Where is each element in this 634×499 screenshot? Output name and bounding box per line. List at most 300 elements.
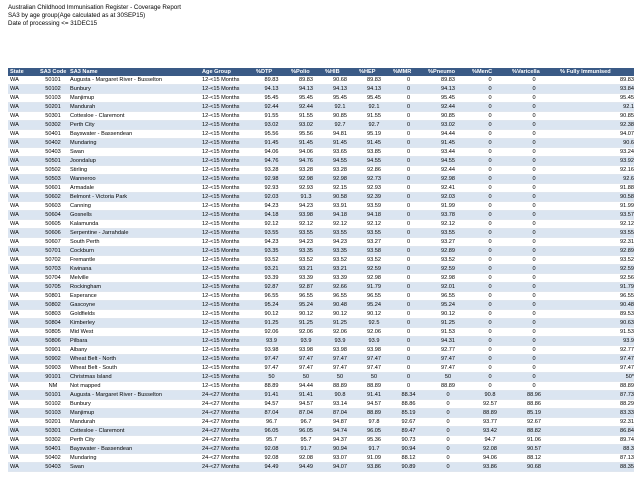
table-cell: 0 — [510, 319, 558, 328]
table-cell: 0 — [391, 238, 426, 247]
table-cell: 12-<15 Months — [200, 112, 254, 121]
table-cell: 91.25 — [254, 319, 289, 328]
table-cell: Manjimup — [68, 94, 200, 103]
table-cell: WA — [8, 301, 38, 310]
table-cell: 24-<27 Months — [200, 400, 254, 409]
table-row — [8, 76, 634, 85]
table-cell: 94.76 — [289, 157, 323, 166]
table-cell: 83.33 — [558, 409, 634, 418]
table-cell: 12-<15 Months — [200, 148, 254, 157]
table-cell: 92.59 — [357, 265, 391, 274]
table-cell: 0 — [470, 319, 510, 328]
table-cell: 50602 — [38, 193, 68, 202]
table-cell: 97.47 — [426, 364, 470, 373]
table-cell: 90.58 — [558, 193, 634, 202]
table-cell: 95.24 — [357, 301, 391, 310]
table-cell: 93.78 — [426, 211, 470, 220]
table-cell: 0 — [510, 148, 558, 157]
table-row — [8, 445, 634, 454]
table-cell: 97.47 — [357, 355, 391, 364]
table-cell: WA — [8, 211, 38, 220]
table-cell: WA — [8, 184, 38, 193]
table-row — [8, 283, 634, 292]
table-row — [8, 364, 634, 373]
table-cell: 93.9 — [357, 337, 391, 346]
table-cell: 91.99 — [426, 202, 470, 211]
table-cell: 93.55 — [254, 229, 289, 238]
table-cell: 0 — [391, 121, 426, 130]
table-cell: Mandurah — [68, 103, 200, 112]
table-cell: 96.55 — [289, 292, 323, 301]
table-cell: 92.89 — [426, 247, 470, 256]
table-cell: 91.45 — [254, 139, 289, 148]
table-cell: 0 — [470, 310, 510, 319]
table-cell: Manjimup — [68, 409, 200, 418]
table-cell: 94.07 — [323, 463, 357, 472]
table-cell: 93.52 — [254, 256, 289, 265]
table-cell: 91.79 — [357, 283, 391, 292]
table-header-row — [8, 68, 634, 76]
table-cell: 0 — [470, 202, 510, 211]
table-cell: Perth City — [68, 436, 200, 445]
table-cell: 92.93 — [289, 184, 323, 193]
table-cell: 92.03 — [426, 193, 470, 202]
table-row — [8, 148, 634, 157]
table-cell: 93.9 — [323, 337, 357, 346]
table-cell: Bayswater - Bassendean — [68, 445, 200, 454]
table-cell: 93.57 — [558, 211, 634, 220]
table-row — [8, 211, 634, 220]
table-cell: 92.86 — [357, 166, 391, 175]
table-cell: 89.83 — [558, 76, 634, 85]
table-cell: 92.93 — [254, 184, 289, 193]
table-cell: 50301 — [38, 112, 68, 121]
table-cell: 88.89 — [558, 382, 634, 391]
table-cell: 91.45 — [323, 139, 357, 148]
table-row — [8, 265, 634, 274]
table-cell: 97.47 — [323, 355, 357, 364]
table-cell: 12-<15 Months — [200, 175, 254, 184]
table-cell: Gosnells — [68, 211, 200, 220]
table-cell: 12-<15 Months — [200, 355, 254, 364]
table-cell: 92.06 — [289, 328, 323, 337]
table-cell: Mundaring — [68, 454, 200, 463]
table-cell: 0 — [391, 148, 426, 157]
table-row — [8, 373, 634, 382]
table-cell: 92.59 — [558, 265, 634, 274]
table-cell: Mid West — [68, 328, 200, 337]
column-header: %DTP — [254, 68, 289, 76]
table-cell: 93.02 — [426, 121, 470, 130]
table-cell: 0 — [510, 193, 558, 202]
table-cell: 0 — [470, 274, 510, 283]
table-row — [8, 220, 634, 229]
table-cell: 92.08 — [254, 445, 289, 454]
table-cell: 24-<27 Months — [200, 445, 254, 454]
table-cell: 90.12 — [323, 310, 357, 319]
table-cell: 50 — [357, 373, 391, 382]
table-cell: 93.91 — [323, 202, 357, 211]
table-cell: 91.99 — [558, 202, 634, 211]
table-cell: 0 — [391, 220, 426, 229]
table-cell: 0 — [391, 229, 426, 238]
table-cell: Mundaring — [68, 139, 200, 148]
table-cell: 91.41 — [254, 391, 289, 400]
table-cell: 0 — [391, 364, 426, 373]
table-cell: 12-<15 Months — [200, 130, 254, 139]
table-cell: 96.55 — [426, 292, 470, 301]
table-cell: 12-<15 Months — [200, 121, 254, 130]
table-cell: 93.85 — [357, 148, 391, 157]
table-cell: 92.93 — [357, 184, 391, 193]
table-cell: 93.21 — [323, 265, 357, 274]
table-cell: 0 — [470, 85, 510, 94]
table-cell: 50301 — [38, 427, 68, 436]
table-cell: 0 — [391, 112, 426, 121]
table-cell: 0 — [510, 121, 558, 130]
table-cell: 90.48 — [323, 301, 357, 310]
table-row — [8, 139, 634, 148]
table-cell: 0 — [391, 283, 426, 292]
table-cell: 87.04 — [254, 409, 289, 418]
table-cell: WA — [8, 310, 38, 319]
table-cell: Kimberley — [68, 319, 200, 328]
table-cell: 91.79 — [558, 283, 634, 292]
table-cell: Canning — [68, 202, 200, 211]
table-cell: 0 — [510, 355, 558, 364]
table-cell: 50103 — [38, 94, 68, 103]
table-cell: 92.59 — [426, 265, 470, 274]
table-cell: 94.18 — [357, 211, 391, 220]
table-cell: 0 — [510, 364, 558, 373]
table-cell: 0 — [510, 85, 558, 94]
table-cell: 12-<15 Months — [200, 139, 254, 148]
table-cell: 50102 — [38, 400, 68, 409]
table-cell: 92.98 — [254, 175, 289, 184]
table-cell: 12-<15 Months — [200, 337, 254, 346]
table-cell: Esperance — [68, 292, 200, 301]
table-cell: 0 — [391, 355, 426, 364]
table-cell: 96.05 — [289, 427, 323, 436]
table-cell: 0 — [391, 292, 426, 301]
table-row — [8, 229, 634, 238]
table-cell: WA — [8, 346, 38, 355]
table-cell: 0 — [510, 202, 558, 211]
table-cell: 24-<27 Months — [200, 409, 254, 418]
table-cell: 0 — [470, 220, 510, 229]
table-cell: Augusta - Margaret River - Busselton — [68, 76, 200, 85]
table-cell: 91.45 — [426, 139, 470, 148]
table-cell: 94.55 — [426, 157, 470, 166]
table-cell: 92.12 — [323, 220, 357, 229]
table-cell: 0 — [470, 373, 510, 382]
table-cell: Perth City — [68, 121, 200, 130]
table-cell: 0 — [426, 436, 470, 445]
table-cell: 12-<15 Months — [200, 283, 254, 292]
table-cell: Melville — [68, 274, 200, 283]
table-cell: 0 — [510, 256, 558, 265]
table-cell: 50401 — [38, 445, 68, 454]
table-cell: 93.07 — [323, 454, 357, 463]
table-cell: 0 — [510, 283, 558, 292]
table-cell: 90.68 — [510, 463, 558, 472]
table-cell: 94.23 — [254, 238, 289, 247]
table-cell: 91.7 — [357, 445, 391, 454]
table-cell: Bunbury — [68, 85, 200, 94]
table-row — [8, 292, 634, 301]
table-cell: 12-<15 Months — [200, 247, 254, 256]
table-row — [8, 247, 634, 256]
table-cell: 92.16 — [558, 166, 634, 175]
table-cell: 90.85 — [426, 112, 470, 121]
table-row — [8, 184, 634, 193]
table-cell: 0 — [426, 427, 470, 436]
table-cell: 91.88 — [558, 184, 634, 193]
table-cell: 88.89 — [254, 382, 289, 391]
table-cell: 12-<15 Months — [200, 265, 254, 274]
table-cell: 93.59 — [357, 202, 391, 211]
table-cell: 88.96 — [510, 391, 558, 400]
table-cell: 91.3 — [289, 193, 323, 202]
table-cell: 12-<15 Months — [200, 166, 254, 175]
table-cell: Kwinana — [68, 265, 200, 274]
table-cell: 96.55 — [254, 292, 289, 301]
table-cell: 0 — [470, 112, 510, 121]
table-cell: 0 — [391, 265, 426, 274]
column-header: %Pneumo — [426, 68, 470, 76]
table-cell: 0 — [426, 445, 470, 454]
table-cell: 85.19 — [510, 409, 558, 418]
table-cell: Albany — [68, 346, 200, 355]
table-cell: 88.86 — [391, 400, 426, 409]
table-cell: 94.87 — [323, 418, 357, 427]
table-cell: WA — [8, 238, 38, 247]
table-cell: 89.83 — [357, 76, 391, 85]
table-cell: 92.98 — [289, 175, 323, 184]
column-header: SA3 Name — [68, 68, 200, 76]
table-cell: 93.27 — [426, 238, 470, 247]
table-cell: 94.31 — [426, 337, 470, 346]
table-cell: 0 — [426, 418, 470, 427]
table-cell: 94.13 — [323, 85, 357, 94]
table-cell: Cottesloe - Claremont — [68, 427, 200, 436]
column-header: State — [8, 68, 38, 76]
table-cell: 92.98 — [426, 274, 470, 283]
table-cell: 50 — [289, 373, 323, 382]
table-cell: 95.45 — [558, 94, 634, 103]
table-cell: 12-<15 Months — [200, 238, 254, 247]
table-cell: 0 — [470, 103, 510, 112]
table-cell: 12-<15 Months — [200, 229, 254, 238]
table-cell: 95.45 — [426, 94, 470, 103]
table-cell: 0 — [510, 94, 558, 103]
table-cell: 24-<27 Months — [200, 391, 254, 400]
table-row — [8, 94, 634, 103]
table-cell: 0 — [470, 94, 510, 103]
table-cell: WA — [8, 463, 38, 472]
table-cell: WA — [8, 337, 38, 346]
table-cell: 96.05 — [357, 427, 391, 436]
table-cell: 92.01 — [426, 283, 470, 292]
table-row — [8, 337, 634, 346]
table-cell: 94.57 — [254, 400, 289, 409]
report-title: Australian Childhood Immunisation Register - Coverage Report — [8, 4, 181, 11]
table-cell: 0 — [470, 139, 510, 148]
table-cell: Armadale — [68, 184, 200, 193]
table-cell: 90.85 — [558, 112, 634, 121]
table-cell: 50403 — [38, 148, 68, 157]
column-header: %MMR — [391, 68, 426, 76]
table-cell: 12-<15 Months — [200, 373, 254, 382]
table-cell: 93.35 — [289, 247, 323, 256]
table-cell: 90101 — [38, 373, 68, 382]
table-cell: 93.02 — [289, 121, 323, 130]
table-cell: 89.53 — [558, 310, 634, 319]
table-cell: 0 — [391, 274, 426, 283]
table-cell: 91.55 — [254, 112, 289, 121]
table-cell: 0 — [510, 166, 558, 175]
table-cell: 94.13 — [289, 85, 323, 94]
table-cell: 0 — [391, 301, 426, 310]
table-cell: 90.63 — [558, 319, 634, 328]
table-cell: 50 — [254, 373, 289, 382]
table-cell: 50 — [323, 373, 357, 382]
table-cell: 12-<15 Months — [200, 76, 254, 85]
table-cell: 0 — [391, 175, 426, 184]
table-cell: 24-<27 Months — [200, 436, 254, 445]
table-cell: 50604 — [38, 211, 68, 220]
table-cell: 0 — [510, 346, 558, 355]
table-cell: 92.66 — [323, 283, 357, 292]
table-cell: 87.13 — [558, 454, 634, 463]
table-row — [8, 319, 634, 328]
table-cell: 50607 — [38, 238, 68, 247]
table-cell: 50201 — [38, 103, 68, 112]
table-cell: 91.55 — [357, 112, 391, 121]
table-cell: 50703 — [38, 265, 68, 274]
table-cell: 92.77 — [426, 346, 470, 355]
table-cell: 12-<15 Months — [200, 364, 254, 373]
table-cell: 50902 — [38, 355, 68, 364]
table-cell: 12-<15 Months — [200, 94, 254, 103]
table-cell: 91.45 — [289, 139, 323, 148]
table-cell: 0 — [391, 202, 426, 211]
table-cell: 0 — [470, 148, 510, 157]
table-cell: 0 — [391, 247, 426, 256]
table-cell: 94.49 — [254, 463, 289, 472]
column-header: %Varicella — [510, 68, 558, 76]
table-row — [8, 463, 634, 472]
table-cell: 93.55 — [323, 229, 357, 238]
table-cell: 50101 — [38, 391, 68, 400]
table-cell: 88.3 — [558, 445, 634, 454]
table-cell: 92.08 — [254, 454, 289, 463]
table-cell: 0 — [426, 409, 470, 418]
table-cell: 0 — [470, 337, 510, 346]
table-cell: 0 — [510, 265, 558, 274]
table-cell: 92.1 — [558, 103, 634, 112]
table-cell: 91.25 — [289, 319, 323, 328]
table-cell: 94.23 — [289, 238, 323, 247]
table-cell: 0 — [510, 220, 558, 229]
table-cell: 50302 — [38, 121, 68, 130]
table-cell: 50704 — [38, 274, 68, 283]
table-cell: 88.12 — [510, 454, 558, 463]
table-cell: 91.25 — [426, 319, 470, 328]
table-cell: Swan — [68, 463, 200, 472]
table-cell: 92.31 — [558, 238, 634, 247]
table-cell: 0 — [391, 76, 426, 85]
table-cell: 0 — [470, 292, 510, 301]
table-cell: 92.98 — [357, 274, 391, 283]
table-cell: 50603 — [38, 202, 68, 211]
table-cell: WA — [8, 121, 38, 130]
table-cell: 92.87 — [289, 283, 323, 292]
table-cell: 97.47 — [426, 355, 470, 364]
table-cell: 12-<15 Months — [200, 157, 254, 166]
table-cell: 88.29 — [558, 400, 634, 409]
table-cell: 0 — [510, 337, 558, 346]
table-cell: 0 — [391, 193, 426, 202]
table-row — [8, 175, 634, 184]
table-cell: 89.83 — [426, 76, 470, 85]
table-cell: 88.35 — [558, 463, 634, 472]
table-cell: 93.52 — [558, 256, 634, 265]
table-cell: 97.47 — [254, 364, 289, 373]
table-cell: 0 — [510, 238, 558, 247]
table-cell: 94.06 — [470, 454, 510, 463]
table-row — [8, 166, 634, 175]
table-cell: 90.12 — [357, 310, 391, 319]
table-cell: 0 — [426, 391, 470, 400]
table-cell: 50103 — [38, 409, 68, 418]
table-cell: 92.31 — [558, 418, 634, 427]
table-cell: 91.7 — [289, 445, 323, 454]
table-cell: 50601 — [38, 184, 68, 193]
table-cell: WA — [8, 256, 38, 265]
table-row — [8, 274, 634, 283]
table-cell: 92.67 — [391, 418, 426, 427]
table-cell: WA — [8, 409, 38, 418]
table-cell: 85.19 — [391, 409, 426, 418]
table-cell: WA — [8, 292, 38, 301]
table-cell: 94.7 — [470, 436, 510, 445]
report-date: Date of processing <= 31DEC15 — [8, 20, 98, 27]
table-cell: 94.23 — [323, 238, 357, 247]
table-cell: WA — [8, 157, 38, 166]
table-cell: Wheat Belt - South — [68, 364, 200, 373]
table-cell: 50503 — [38, 175, 68, 184]
table-row — [8, 130, 634, 139]
table-row — [8, 103, 634, 112]
table-cell: 92.56 — [558, 274, 634, 283]
table-cell: 93.21 — [254, 265, 289, 274]
table-cell: 94.06 — [254, 148, 289, 157]
table-cell: Wheat Belt - North — [68, 355, 200, 364]
table-cell: 92.7 — [323, 121, 357, 130]
table-cell: South Perth — [68, 238, 200, 247]
table-cell: 0 — [510, 292, 558, 301]
table-cell: 50201 — [38, 418, 68, 427]
table-cell: 12-<15 Months — [200, 184, 254, 193]
table-cell: 12-<15 Months — [200, 310, 254, 319]
table-cell: 91.53 — [426, 328, 470, 337]
table-cell: WA — [8, 418, 38, 427]
table-row — [8, 202, 634, 211]
table-cell: 0 — [391, 256, 426, 265]
column-header: % Fully Immunised — [558, 68, 634, 76]
table-cell: 92.1 — [323, 103, 357, 112]
